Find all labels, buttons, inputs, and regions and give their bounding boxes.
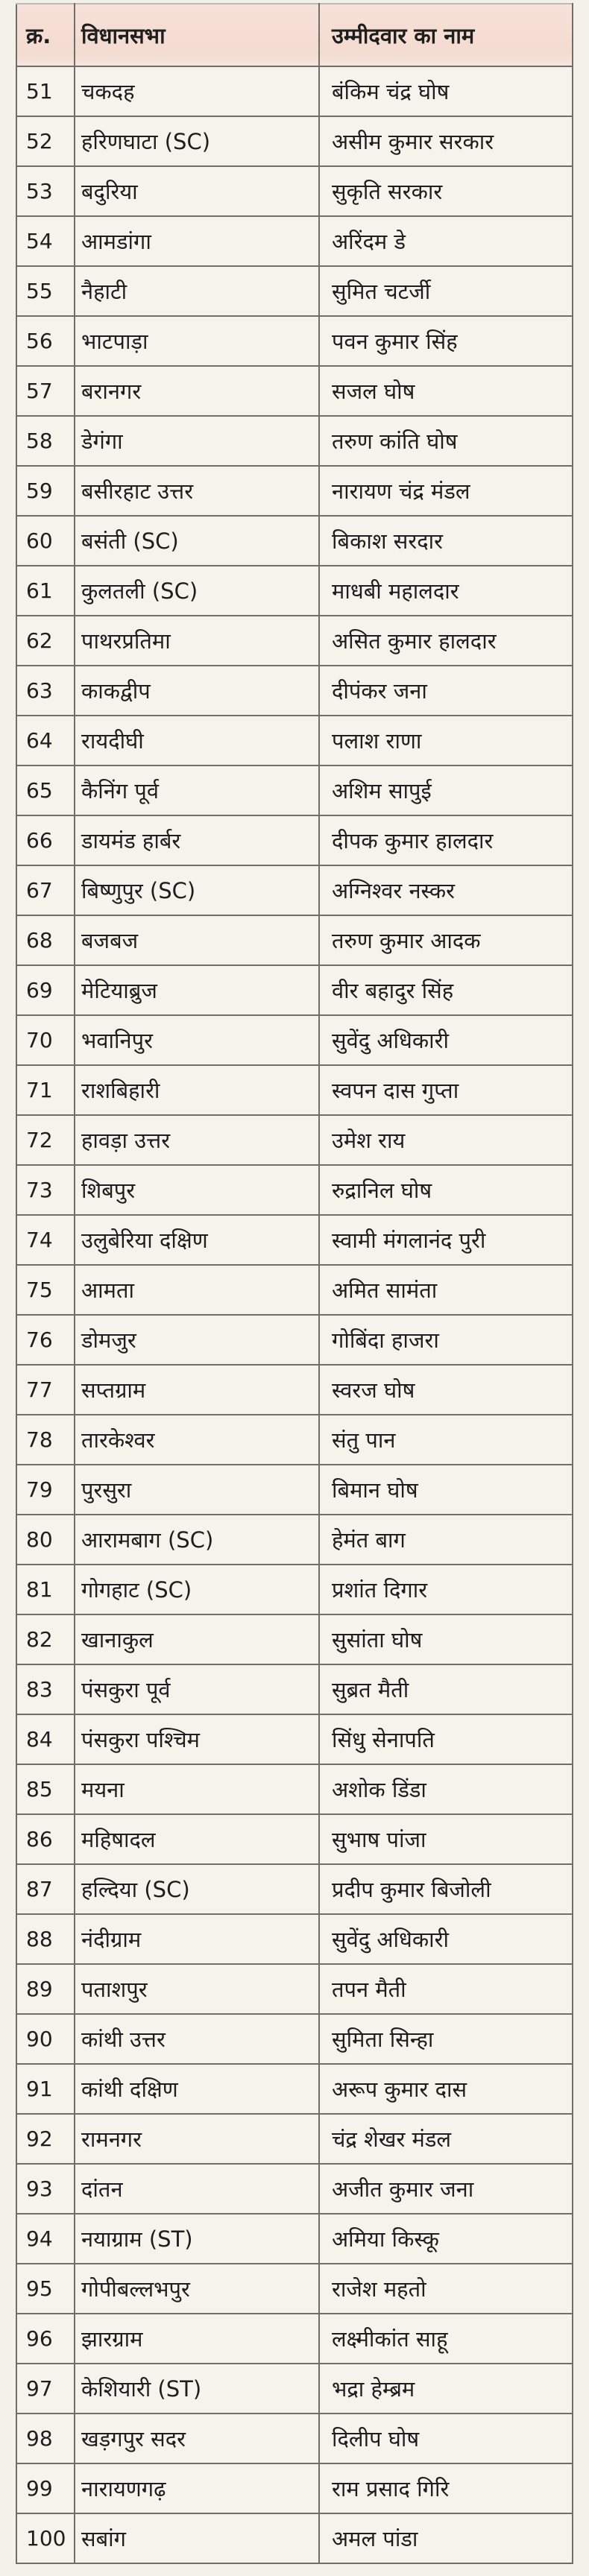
candidate-cell: दीपंकर जना [319, 666, 573, 716]
candidate-cell: अमिया किस्कू [319, 2214, 573, 2264]
candidate-cell: प्रशांत दिगार [319, 1565, 573, 1614]
serial-cell: 74 [16, 1215, 75, 1265]
table-row [16, 366, 573, 416]
candidate-cell: असित कुमार हालदार [319, 616, 573, 666]
candidate-cell: अमल पांडा [319, 2513, 573, 2563]
constituency-cell: नयाग्राम (ST) [75, 2214, 319, 2264]
serial-cell: 96 [16, 2314, 75, 2364]
table-row [16, 1565, 573, 1614]
table-row [16, 2364, 573, 2414]
constituency-cell: बदुरिया [75, 166, 319, 216]
constituency-cell: आमता [75, 1265, 319, 1315]
serial-cell: 57 [16, 366, 75, 416]
serial-cell: 92 [16, 2114, 75, 2164]
table-row [16, 1465, 573, 1515]
table-row [16, 166, 573, 216]
constituency-cell: आमडांगा [75, 216, 319, 266]
constituency-cell: बजबज [75, 915, 319, 965]
candidate-cell: पलाश राणा [319, 716, 573, 765]
table-row [16, 216, 573, 266]
table-row [16, 2114, 573, 2164]
serial-cell: 56 [16, 316, 75, 366]
candidate-cell: तपन मैती [319, 1964, 573, 2014]
table-row [16, 716, 573, 765]
table-row [16, 2264, 573, 2314]
constituency-cell: पंसकुरा पूर्व [75, 1664, 319, 1714]
constituency-cell: राशबिहारी [75, 1065, 319, 1115]
constituency-cell: दांतन [75, 2164, 319, 2214]
serial-cell: 94 [16, 2214, 75, 2264]
candidate-cell: सुमित चटर्जी [319, 266, 573, 316]
serial-cell: 91 [16, 2064, 75, 2114]
serial-cell: 69 [16, 965, 75, 1015]
constituency-cell: कैनिंग पूर्व [75, 765, 319, 815]
constituency-cell: बिष्णुपुर (SC) [75, 865, 319, 915]
candidate-cell: स्वामी मंगलानंद पुरी [319, 1215, 573, 1265]
table-row [16, 1015, 573, 1065]
constituency-cell: कांथी उत्तर [75, 2014, 319, 2064]
constituency-cell: रामनगर [75, 2114, 319, 2164]
serial-cell: 84 [16, 1714, 75, 1764]
candidate-cell: सिंधु सेनापति [319, 1714, 573, 1764]
candidate-cell: रुद्रानिल घोष [319, 1165, 573, 1215]
table-row [16, 566, 573, 616]
candidate-cell: राम प्रसाद गिरि [319, 2463, 573, 2513]
serial-cell: 53 [16, 166, 75, 216]
table-header-row [16, 4, 573, 66]
candidate-cell: भद्रा हेम्ब्रम [319, 2364, 573, 2414]
serial-cell: 75 [16, 1265, 75, 1315]
table-row [16, 1265, 573, 1315]
table-row [16, 2014, 573, 2064]
constituency-cell: तारकेश्वर [75, 1415, 319, 1465]
candidate-cell: अग्निश्वर नस्कर [319, 865, 573, 915]
header-serial: क्र. [16, 4, 75, 66]
serial-cell: 70 [16, 1015, 75, 1065]
table-row [16, 1614, 573, 1664]
serial-cell: 62 [16, 616, 75, 666]
table-row [16, 815, 573, 865]
table-row [16, 1065, 573, 1115]
table-row [16, 2414, 573, 2463]
constituency-cell: हरिणघाटा (SC) [75, 116, 319, 166]
table-row [16, 1664, 573, 1714]
constituency-cell: नंदीग्राम [75, 1914, 319, 1964]
constituency-cell: डोमजुर [75, 1315, 319, 1365]
constituency-cell: कुलतली (SC) [75, 566, 319, 616]
serial-cell: 97 [16, 2364, 75, 2414]
serial-cell: 64 [16, 716, 75, 765]
serial-cell: 93 [16, 2164, 75, 2214]
table-row [16, 666, 573, 716]
constituency-cell: कांथी दक्षिण [75, 2064, 319, 2114]
constituency-cell: बसंती (SC) [75, 516, 319, 566]
candidate-cell: अशोक डिंडा [319, 1764, 573, 1814]
constituency-cell: आरामबाग (SC) [75, 1515, 319, 1565]
candidate-cell: तरुण कांति घोष [319, 416, 573, 466]
constituency-cell: मेटियाब्रुज [75, 965, 319, 1015]
table-row [16, 2513, 573, 2563]
constituency-cell: मयना [75, 1764, 319, 1814]
serial-cell: 59 [16, 466, 75, 516]
serial-cell: 51 [16, 66, 75, 116]
constituency-cell: भवानिपुर [75, 1015, 319, 1065]
serial-cell: 73 [16, 1165, 75, 1215]
serial-cell: 90 [16, 2014, 75, 2064]
constituency-cell: गोपीबल्लभपुर [75, 2264, 319, 2314]
constituency-cell: हल्दिया (SC) [75, 1864, 319, 1914]
candidate-cell: राजेश महतो [319, 2264, 573, 2314]
candidate-cell: सुवेंदु अधिकारी [319, 1015, 573, 1065]
constituency-cell: बरानगर [75, 366, 319, 416]
constituency-cell: खड़गपुर सदर [75, 2414, 319, 2463]
serial-cell: 100 [16, 2513, 75, 2563]
table-row [16, 2064, 573, 2114]
header-candidate: उम्मीदवार का नाम [319, 4, 573, 66]
serial-cell: 72 [16, 1115, 75, 1165]
candidate-cell: माधबी महालदार [319, 566, 573, 616]
constituency-cell: महिषादल [75, 1814, 319, 1864]
header-constituency: विधानसभा [75, 4, 319, 66]
candidate-cell: सुसांता घोष [319, 1614, 573, 1664]
serial-cell: 77 [16, 1365, 75, 1415]
table-row [16, 266, 573, 316]
candidate-cell: असीम कुमार सरकार [319, 116, 573, 166]
serial-cell: 95 [16, 2264, 75, 2314]
constituency-cell: सबांग [75, 2513, 319, 2563]
constituency-cell: गोगहाट (SC) [75, 1565, 319, 1614]
serial-cell: 80 [16, 1515, 75, 1565]
constituency-cell: चकदह [75, 66, 319, 116]
table-row [16, 1415, 573, 1465]
table-row [16, 2463, 573, 2513]
constituency-cell: पंसकुरा पश्चिम [75, 1714, 319, 1764]
serial-cell: 99 [16, 2463, 75, 2513]
constituency-cell: नारायणगढ़ [75, 2463, 319, 2513]
table-row [16, 516, 573, 566]
table-row [16, 1315, 573, 1365]
candidate-cell: लक्ष्मीकांत साहू [319, 2314, 573, 2364]
serial-cell: 76 [16, 1315, 75, 1365]
table-row [16, 416, 573, 466]
table-row [16, 1714, 573, 1764]
constituency-cell: केशियारी (ST) [75, 2364, 319, 2414]
candidate-cell: बिमान घोष [319, 1465, 573, 1515]
constituency-cell: झारग्राम [75, 2314, 319, 2364]
table-row [16, 765, 573, 815]
candidate-cell: तरुण कुमार आदक [319, 915, 573, 965]
candidate-cell: वीर बहादुर सिंह [319, 965, 573, 1015]
table-row [16, 965, 573, 1015]
serial-cell: 81 [16, 1565, 75, 1614]
constituency-cell: शिबपुर [75, 1165, 319, 1215]
constituency-cell: उलुबेरिया दक्षिण [75, 1215, 319, 1265]
serial-cell: 79 [16, 1465, 75, 1515]
candidate-cell: बिकाश सरदार [319, 516, 573, 566]
table-row [16, 1365, 573, 1415]
constituency-cell: पताशपुर [75, 1964, 319, 2014]
serial-cell: 85 [16, 1764, 75, 1814]
constituency-cell: हावड़ा उत्तर [75, 1115, 319, 1165]
candidate-cell: अरिंदम डे [319, 216, 573, 266]
constituency-cell: नैहाटी [75, 266, 319, 316]
table-row [16, 1964, 573, 2014]
table-row [16, 1115, 573, 1165]
serial-cell: 98 [16, 2414, 75, 2463]
candidate-cell: गोबिंदा हाजरा [319, 1315, 573, 1365]
candidate-cell: सुभाष पांजा [319, 1814, 573, 1864]
table-row [16, 316, 573, 366]
table-row [16, 1814, 573, 1864]
table-row [16, 616, 573, 666]
constituency-cell: पुरसुरा [75, 1465, 319, 1515]
candidate-cell: सुवेंदु अधिकारी [319, 1914, 573, 1964]
serial-cell: 67 [16, 865, 75, 915]
serial-cell: 82 [16, 1614, 75, 1664]
table-row [16, 865, 573, 915]
candidate-list-table [16, 3, 573, 2564]
serial-cell: 68 [16, 915, 75, 965]
candidate-cell: अशिम सापुई [319, 765, 573, 815]
serial-cell: 52 [16, 116, 75, 166]
candidate-cell: अरूप कुमार दास [319, 2064, 573, 2114]
candidate-cell: सुब्रत मैती [319, 1664, 573, 1714]
candidate-cell: स्वरज घोष [319, 1365, 573, 1415]
candidate-cell: सजल घोष [319, 366, 573, 416]
candidate-cell: बंकिम चंद्र घोष [319, 66, 573, 116]
candidate-cell: संतु पान [319, 1415, 573, 1465]
candidate-cell: पवन कुमार सिंह [319, 316, 573, 366]
table-row [16, 1515, 573, 1565]
constituency-cell: पाथरप्रतिमा [75, 616, 319, 666]
serial-cell: 55 [16, 266, 75, 316]
table-row [16, 1215, 573, 1265]
table-row [16, 915, 573, 965]
serial-cell: 86 [16, 1814, 75, 1864]
constituency-cell: भाटपाड़ा [75, 316, 319, 366]
candidate-cell: दिलीप घोष [319, 2414, 573, 2463]
table-row [16, 66, 573, 116]
serial-cell: 89 [16, 1964, 75, 2014]
serial-cell: 60 [16, 516, 75, 566]
candidate-cell: हेमंत बाग [319, 1515, 573, 1565]
constituency-cell: सप्तग्राम [75, 1365, 319, 1415]
serial-cell: 87 [16, 1864, 75, 1914]
table-row [16, 1764, 573, 1814]
table-row [16, 2314, 573, 2364]
serial-cell: 58 [16, 416, 75, 466]
constituency-cell: डायमंड हार्बर [75, 815, 319, 865]
serial-cell: 63 [16, 666, 75, 716]
constituency-cell: काकद्वीप [75, 666, 319, 716]
table-row [16, 466, 573, 516]
table-row [16, 116, 573, 166]
candidate-cell: अमित सामंता [319, 1265, 573, 1315]
constituency-cell: खानाकुल [75, 1614, 319, 1664]
candidate-cell: सुमिता सिन्हा [319, 2014, 573, 2064]
candidate-cell: नारायण चंद्र मंडल [319, 466, 573, 516]
serial-cell: 66 [16, 815, 75, 865]
constituency-cell: डेगंगा [75, 416, 319, 466]
table-row [16, 1165, 573, 1215]
candidate-cell: दीपक कुमार हालदार [319, 815, 573, 865]
serial-cell: 71 [16, 1065, 75, 1115]
table-row [16, 1914, 573, 1964]
serial-cell: 78 [16, 1415, 75, 1465]
serial-cell: 65 [16, 765, 75, 815]
candidate-cell: अजीत कुमार जना [319, 2164, 573, 2214]
candidate-cell: प्रदीप कुमार बिजोली [319, 1864, 573, 1914]
candidate-cell: सुकृति सरकार [319, 166, 573, 216]
serial-cell: 61 [16, 566, 75, 616]
table-row [16, 1864, 573, 1914]
candidate-cell: चंद्र शेखर मंडल [319, 2114, 573, 2164]
serial-cell: 83 [16, 1664, 75, 1714]
constituency-cell: रायदीघी [75, 716, 319, 765]
table-body [16, 66, 573, 2563]
table-row [16, 2164, 573, 2214]
constituency-cell: बसीरहाट उत्तर [75, 466, 319, 516]
candidate-cell: उमेश राय [319, 1115, 573, 1165]
table-row [16, 2214, 573, 2264]
candidate-cell: स्वपन दास गुप्ता [319, 1065, 573, 1115]
serial-cell: 54 [16, 216, 75, 266]
serial-cell: 88 [16, 1914, 75, 1964]
